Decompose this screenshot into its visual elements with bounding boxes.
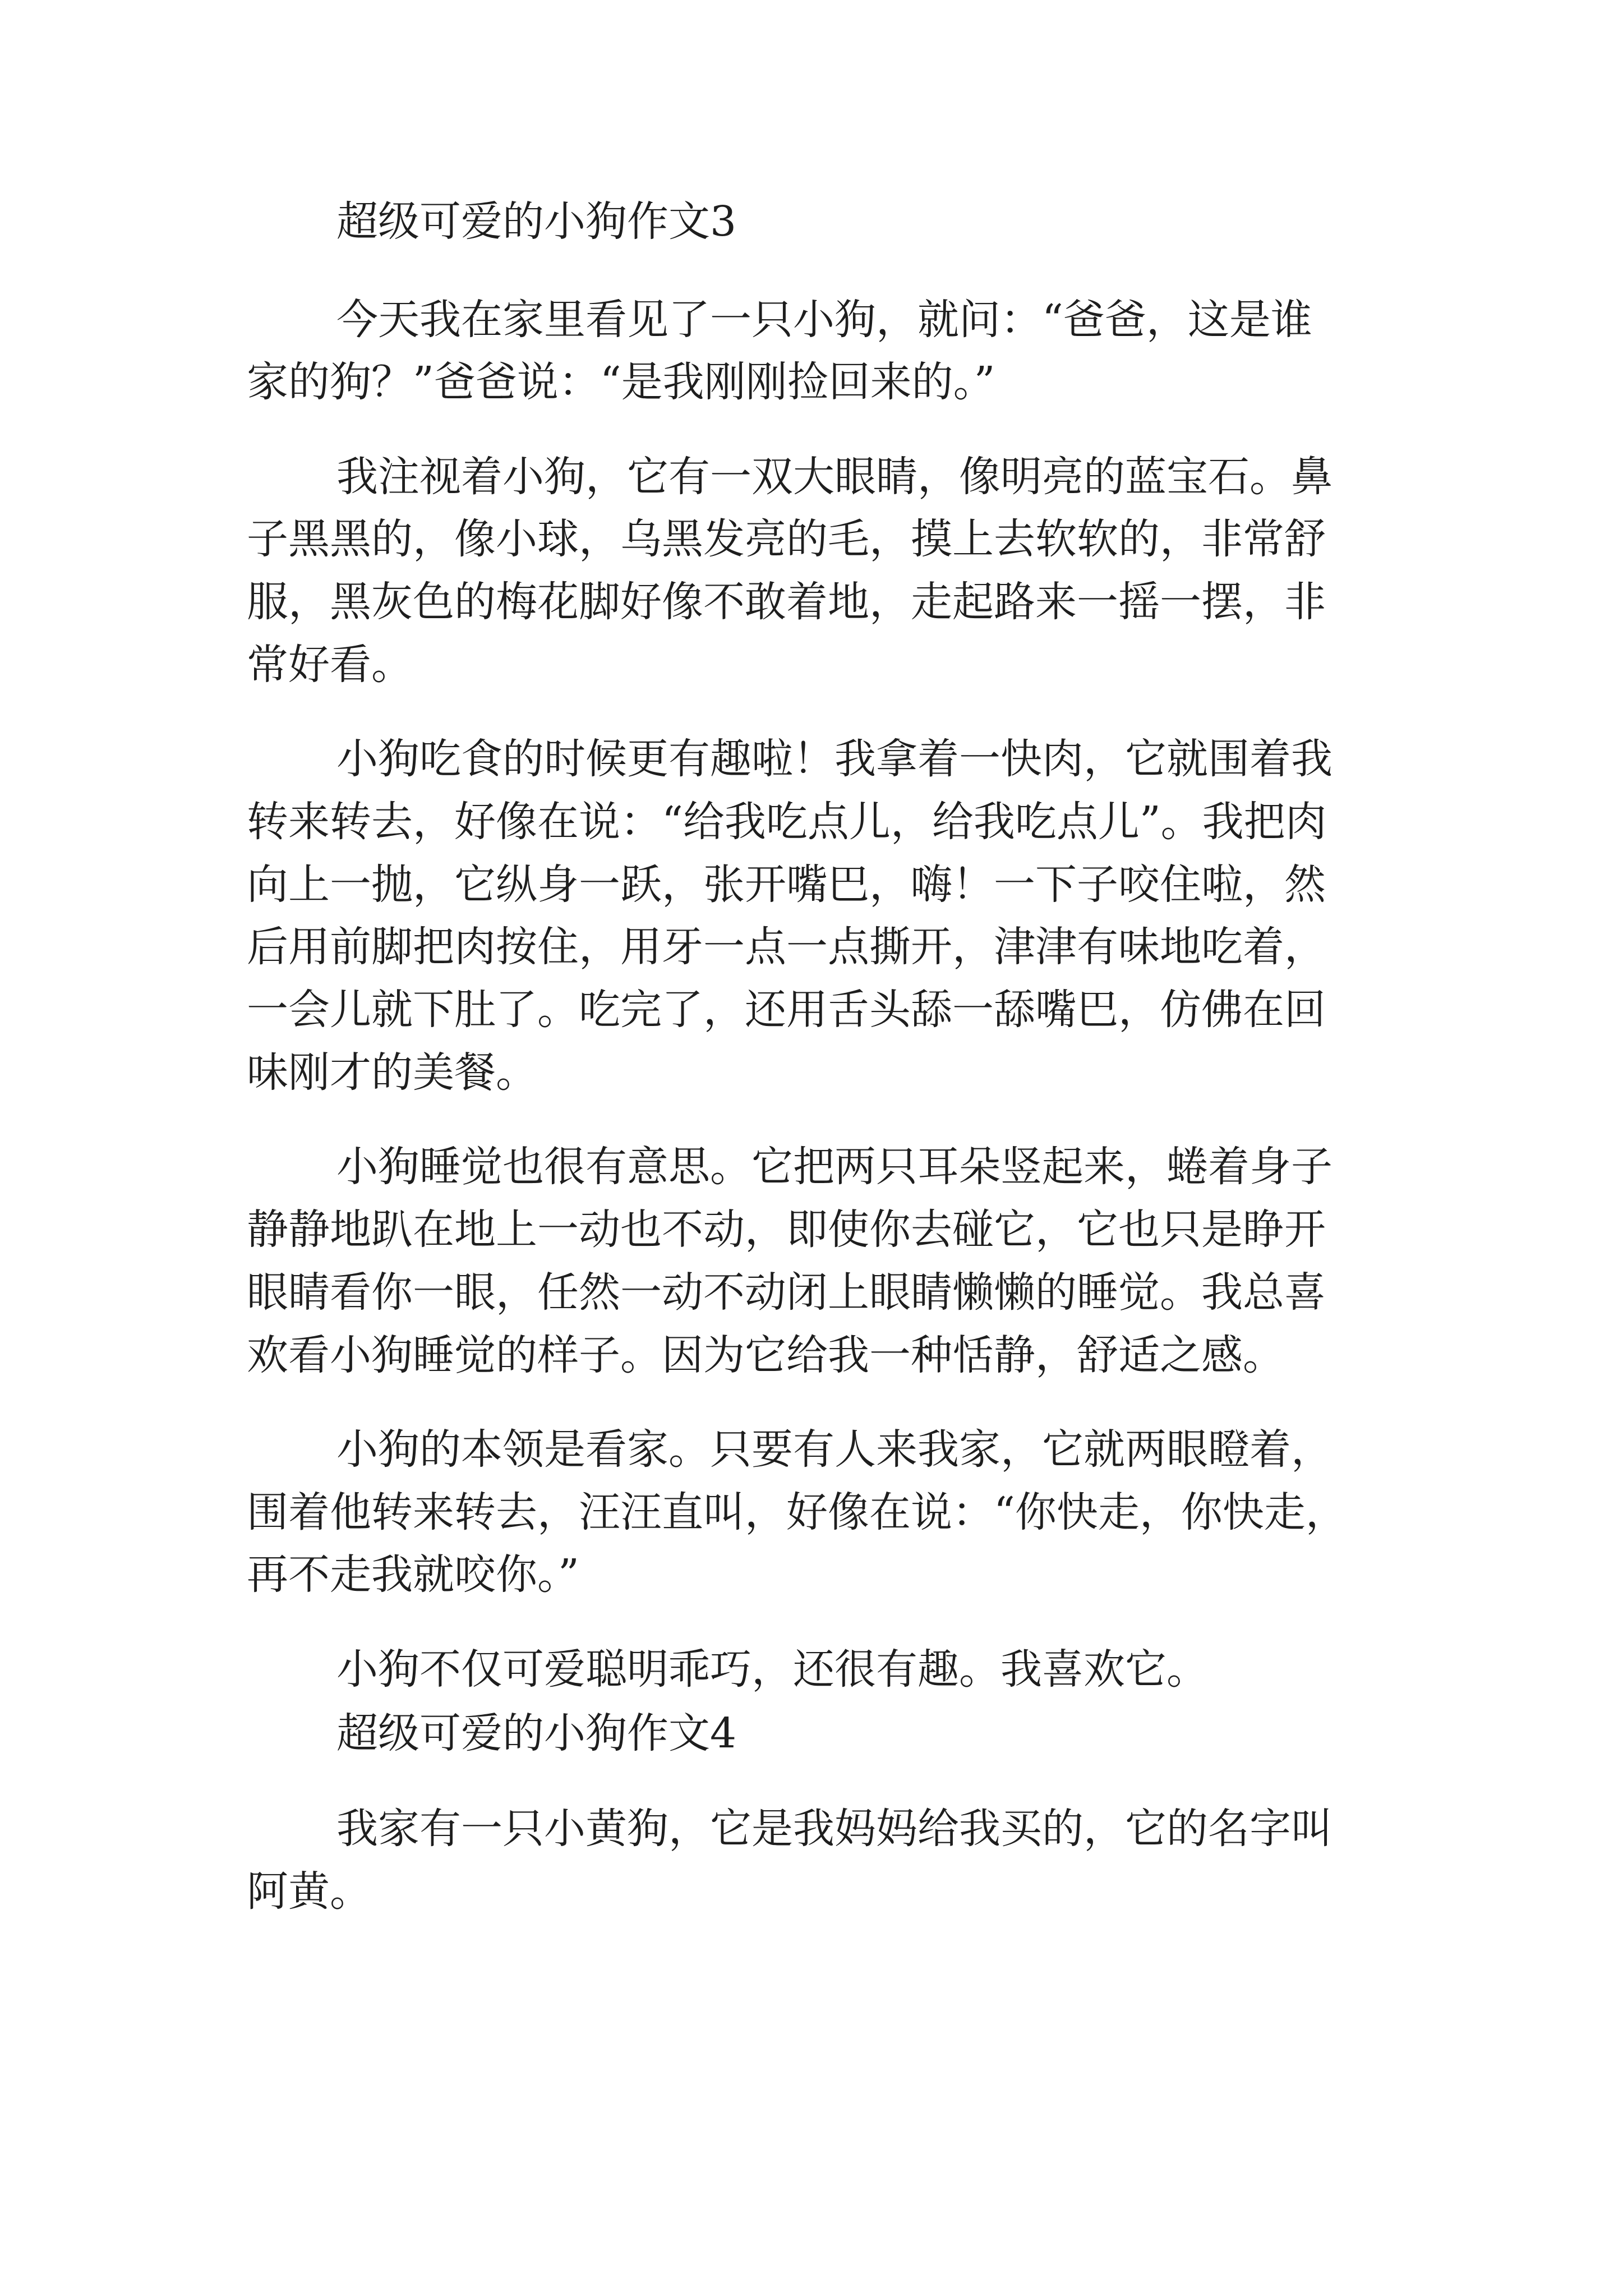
text-line: 阿黄。 [247, 1867, 371, 1916]
text-line: 我家有一只小黄狗，它是我妈妈给我买的，它的名字叫 [336, 1805, 1332, 1853]
text-line: 围着他转来转去，汪汪直叫，好像在说：“你快走，你快走， [247, 1488, 1347, 1536]
text-line: 静静地趴在地上一动也不动，即使你去碰它，它也只是睁开 [247, 1205, 1326, 1254]
text-line: 味刚才的美餐。 [247, 1048, 537, 1097]
text-line: 转来转去，好像在说：“给我吃点儿，给我吃点儿”。我把肉 [247, 798, 1327, 846]
text-line: 小狗睡觉也很有意思。它把两只耳朵竖起来，蜷着身子 [336, 1143, 1332, 1191]
essay-title: 超级可爱的小狗作文3 [336, 197, 737, 246]
text-line: 今天我在家里看见了一只小狗，就问：“爸爸，这是谁 [336, 296, 1312, 344]
text-line: 再不走我就咬你。” [247, 1550, 579, 1599]
text-line: 家的狗？”爸爸说：“是我刚刚捡回来的。” [247, 358, 995, 406]
text-line: 常好看。 [247, 641, 413, 689]
text-line: 后用前脚把肉按住，用牙一点一点撕开，津津有味地吃着， [247, 923, 1326, 971]
text-line: 小狗吃食的时候更有趣啦！我拿着一快肉，它就围着我 [336, 735, 1332, 783]
text-line: 眼睛看你一眼，任然一动不动闭上眼睛懒懒的睡觉。我总喜 [247, 1268, 1326, 1317]
text-line: 一会儿就下肚了。吃完了，还用舌头舔一舔嘴巴，仿佛在回 [247, 986, 1326, 1034]
text-line: 服，黑灰色的梅花脚好像不敢着地，走起路来一摇一摆，非 [247, 578, 1326, 626]
text-line: 欢看小狗睡觉的样子。因为它给我一种恬静，舒适之感。 [247, 1331, 1284, 1379]
text-line: 小狗不仅可爱聪明乖巧，还很有趣。我喜欢它。 [336, 1645, 1208, 1694]
essay-title: 超级可爱的小狗作文4 [336, 1709, 737, 1757]
text-line: 我注视着小狗，它有一双大眼睛，像明亮的蓝宝石。鼻 [336, 453, 1332, 501]
text-line: 子黑黑的，像小球，乌黑发亮的毛，摸上去软软的，非常舒 [247, 515, 1326, 563]
text-line: 小狗的本领是看家。只要有人来我家，它就两眼瞪着， [336, 1425, 1332, 1474]
text-line: 向上一抛，它纵身一跃，张开嘴巴，嗨！一下子咬住啦，然 [247, 861, 1326, 909]
